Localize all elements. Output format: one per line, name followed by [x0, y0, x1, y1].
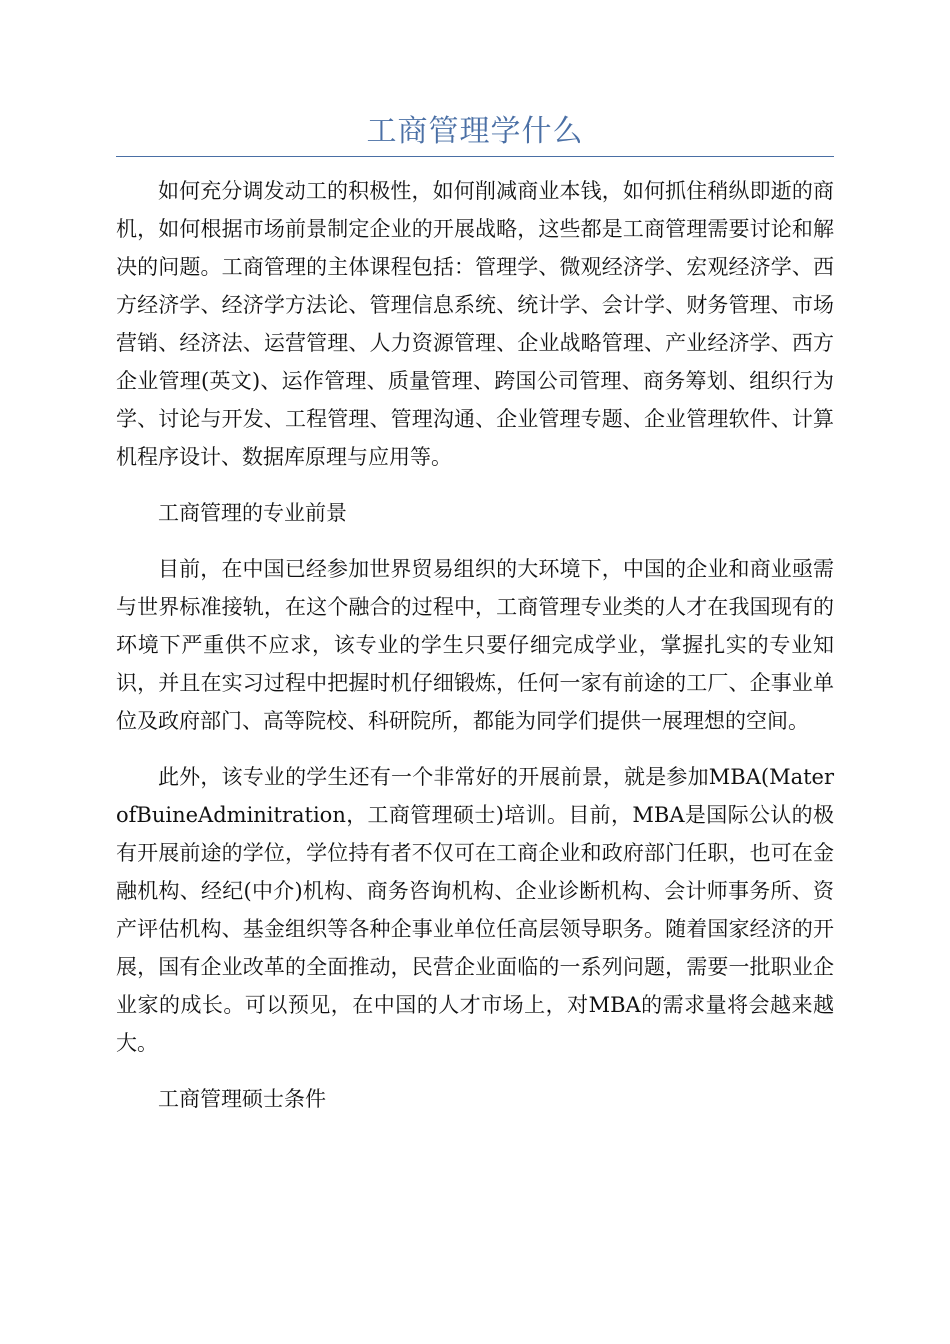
paragraph-prospects: 目前，在中国已经参加世界贸易组织的大环境下，中国的企业和商业亟需与世界标准接轨，在这个融合的过程中，工商管理专业类的人才在我国现有的环境下严重供不应求，该专业的学生只要仔细完成学业，掌握扎实的专业知识，并且在实习过程中把握时机仔细锻炼，任何一家有前途的工厂、企事业单位及政府部门、高等院校、科研院所，都能为同学们提供一展理想的空间。	[116, 557, 834, 733]
document-title: 工商管理学什么	[366, 114, 584, 149]
section-heading-mba-conditions: 工商管理硕士条件	[158, 1087, 326, 1111]
section-heading-prospects: 工商管理的专业前景	[158, 501, 347, 525]
title-block	[116, 108, 834, 157]
document-body	[116, 172, 834, 1136]
paragraph-mba: 此外，该专业的学生还有一个非常好的开展前景，就是参加MBA(MaterofBuineAdminitration，工商管理硕士)培训。目前，MBA是国际公认的极有开展前途的学位，学位持有者不仅可在工商企业和政府部门任职，也可在金融机构、经纪(中介)机构、商务咨询机构、企业诊断机构、会计师事务所、资产评估机构、基金组织等各种企事业单位任高层领导职务。随着国家经济的开展，国有企业改革的全面推动，民营企业面临的一系列问题，需要一批职业企业家的成长。可以预见，在中国的人才市场上，对MBA的需求量将会越来越大。	[116, 765, 834, 1055]
paragraph-curriculum: 如何充分调发动工的积极性，如何削减商业本钱，如何抓住稍纵即逝的商机，如何根据市场前景制定企业的开展战略，这些都是工商管理需要讨论和解决的问题。工商管理的主体课程包括：管理学、微观经济学、宏观经济学、西方经济学、经济学方法论、管理信息系统、统计学、会计学、财务管理、市场营销、经济法、运营管理、人力资源管理、企业战略管理、产业经济学、西方企业管理(英文)、运作管理、质量管理、跨国公司管理、商务筹划、组织行为学、讨论与开发、工程管理、管理沟通、企业管理专题、企业管理软件、计算机程序设计、数据库原理与应用等。	[116, 179, 834, 469]
